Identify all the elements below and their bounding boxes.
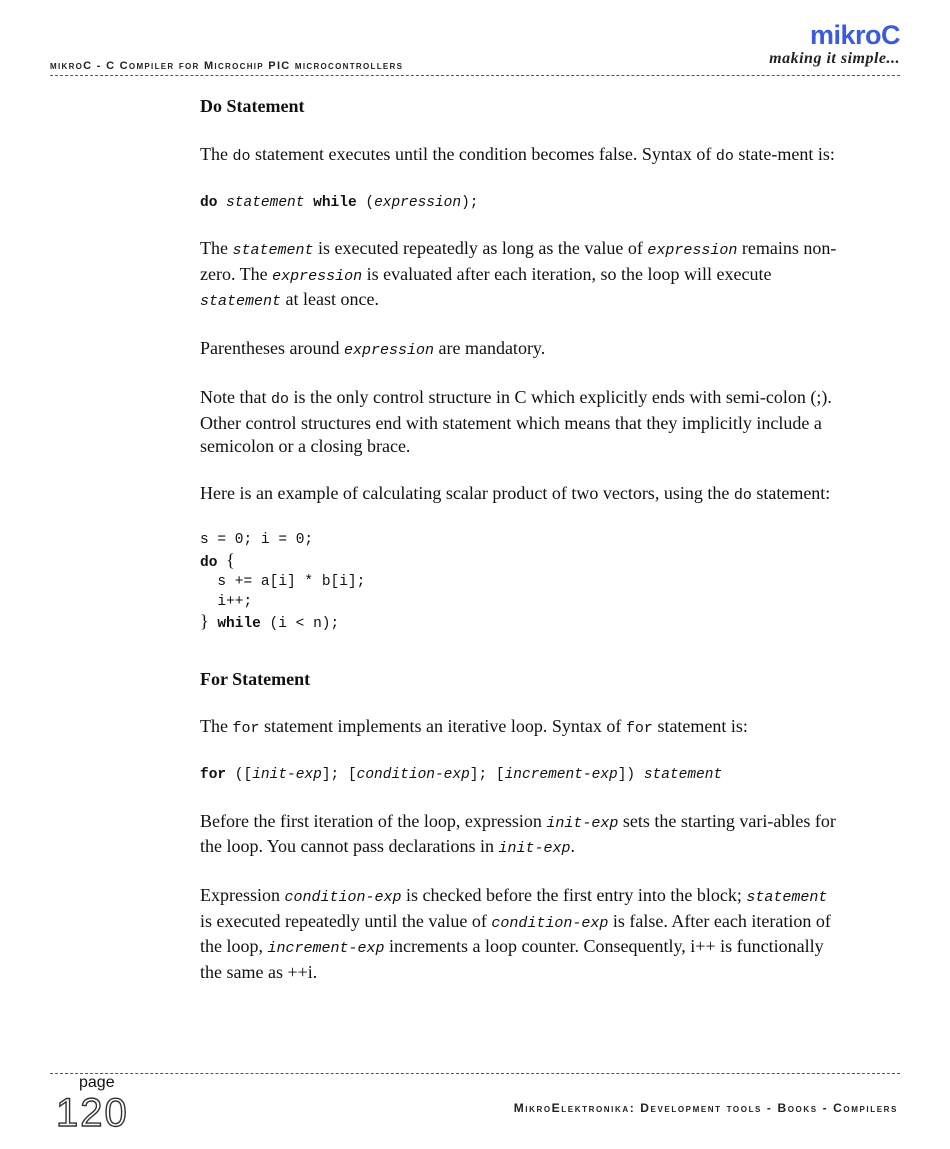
header-divider bbox=[50, 75, 900, 76]
header-tagline: making it simple... bbox=[769, 50, 900, 67]
footer-divider bbox=[50, 1073, 900, 1074]
do-paragraph-2: The statement is executed repeatedly as long as the value of expression remains non-zero. The expression is evaluated after each iteration, so the loop will execute statement at least once. bbox=[200, 238, 837, 310]
for-syntax: for ([init-exp]; [condition-exp]; [increment-exp]) statement bbox=[200, 767, 723, 783]
for-paragraph-3: Expression condition-exp is checked before the first entry into the block; statement is executed repeatedly until the value of condition-exp is false. After each iteration of the loop, increment-exp increments a loop counter. Consequently, i++ is functionally the same as ++i. bbox=[200, 885, 831, 982]
for-paragraph-1: The for statement implements an iterative loop. Syntax of for statement is: bbox=[200, 716, 748, 737]
for-statement-heading: For Statement bbox=[200, 668, 311, 689]
for-paragraph-2: Before the first iteration of the loop, expression init-exp sets the starting vari-ables for the loop. You cannot pass declarations in init-exp. bbox=[200, 810, 836, 857]
header-title: mikroC - C Compiler for Microchip PIC microcontrollers bbox=[50, 60, 404, 72]
do-syntax: do statement while (expression); bbox=[200, 194, 479, 211]
do-example-code: s = 0; i = 0; do { s += a[i] * b[i]; i++; } while (i < n); bbox=[200, 532, 366, 632]
page-number: 120 bbox=[56, 1091, 129, 1135]
mikroc-logo: mikroC bbox=[809, 20, 900, 50]
do-paragraph-5: Here is an example of calculating scalar product of two vectors, using the do statement: bbox=[200, 483, 831, 504]
do-statement-heading: Do Statement bbox=[200, 96, 305, 116]
do-paragraph-1: The do statement executes until the condition becomes false. Syntax of do state-ment is: bbox=[200, 143, 835, 165]
do-paragraph-4: Note that do is the only control structure in C which explicitly ends with semi-colon (;). Other control structures end with statement which means that they implicitly include a semicolon or a closing brace. bbox=[200, 387, 832, 456]
page-label: page bbox=[79, 1074, 115, 1091]
footer-publisher: MikroElektronika: Development tools - Books - Compilers bbox=[513, 1101, 898, 1115]
page-content bbox=[200, 95, 840, 1008]
do-paragraph-3: Parentheses around expression are mandatory. bbox=[200, 338, 546, 359]
